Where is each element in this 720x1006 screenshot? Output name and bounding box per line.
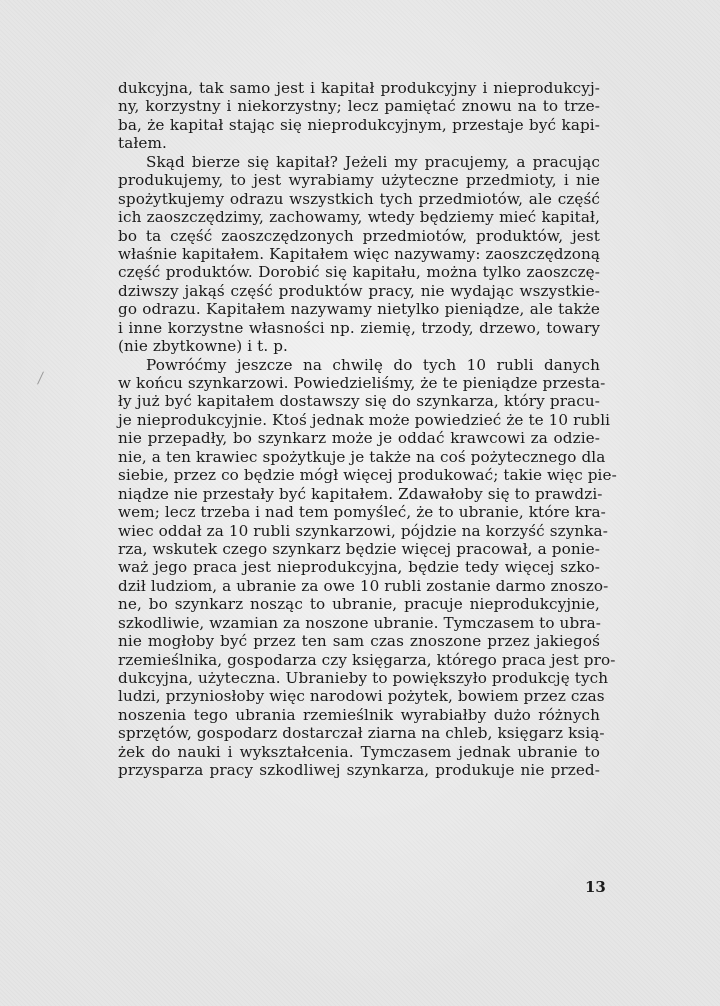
text-line: wem; lecz trzeba i nad tem pomyśleć, że to ubranie, które kra- xyxy=(118,503,606,522)
text-line: szkodliwie, wzamian za noszone ubranie. Tymczasem to ubra- xyxy=(118,613,602,632)
text-line: nie przepadły, bo szynkarz może je oddać krawcowi za odzie- xyxy=(118,429,600,448)
text-line: sprzętów, gospodarz dostarczał ziarna na chleb, księgarz ksią- xyxy=(118,724,605,743)
text-line: bo ta część zaoszczędzonych przedmiotów, produktów, jest xyxy=(118,226,600,245)
text-line: dziwszy jakąś część produktów pracy, nie wydając wszystkie- xyxy=(118,281,600,300)
text-line: Skąd bierze się kapitał? Jeżeli my pracujemy, a pracując xyxy=(146,152,600,171)
margin-mark xyxy=(37,371,44,384)
text-line: ludzi, przyniosłoby więc narodowi pożytek, bowiem przez czas xyxy=(118,687,605,706)
text-line: wiec oddał za 10 rubli szynkarzowi, pójdzie na korzyść szynka- xyxy=(118,521,608,540)
text-line: je nieprodukcyjnie. Ktoś jednak może powiedzieć że te 10 rubli xyxy=(118,410,611,429)
body-text xyxy=(118,79,617,780)
text-line: (nie zbytkowne) i t. p. xyxy=(118,337,288,356)
text-line: przysparza pracy szkodliwej szynkarza, produkuje nie przed- xyxy=(118,761,600,780)
text-line: ba, że kapitał stając się nieprodukcyjnym, przestaje być kapi- xyxy=(118,115,600,134)
text-line: ich zaoszczędzimy, zachowamy, wtedy będziemy mieć kapitał, xyxy=(118,208,600,227)
text-line: dukcyjna, tak samo jest i kapitał produkcyjny i nieprodukcyj- xyxy=(118,79,600,97)
paragraph-2 xyxy=(118,153,600,356)
text-line: rza, wskutek czego szynkarz będzie więcej pracował, a ponie- xyxy=(118,539,600,558)
text-line: ły już być kapitałem dostawszy się do szynkarza, który pracu- xyxy=(118,392,600,411)
text-line: dukcyjna, użyteczna. Ubranieby to powiększyło produkcję tych xyxy=(118,669,609,687)
text-line: niądze nie przestały być kapitałem. Zdawałoby się to prawdzi- xyxy=(118,484,603,503)
paragraph-3 xyxy=(118,355,617,780)
text-line: i inne korzystne własności np. ziemię, trzody, drzewo, towary xyxy=(118,318,600,337)
text-line: właśnie kapitałem. Kapitałem więc nazywamy: zaoszczędzoną xyxy=(118,244,600,263)
text-line: spożytkujemy odrazu wszystkich tych przedmiotów, ale część xyxy=(118,189,600,208)
text-line: część produktów. Dorobić się kapitału, można tylko zaoszczę- xyxy=(118,263,600,282)
text-line: dził ludziom, a ubranie za owe 10 rubli zostanie darmo znoszo- xyxy=(118,576,609,595)
text-line: nie mogłoby być przez ten sam czas znoszone przez jakiegoś xyxy=(118,632,600,651)
paragraph-1 xyxy=(118,79,600,153)
page-number: 13 xyxy=(585,878,606,896)
text-line: Powróćmy jeszcze na chwilę do tych 10 rubli danych xyxy=(146,355,600,374)
text-line: rzemieślnika, gospodarza czy księgarza, którego praca jest pro- xyxy=(118,650,616,669)
text-line: w końcu szynkarzowi. Powiedzieliśmy, że te pieniądze przesta- xyxy=(118,374,606,392)
text-line: waż jego praca jest nieprodukcyjna, będzie tedy więcej szko- xyxy=(118,558,600,577)
text-line: żek do nauki i wykształcenia. Tymczasem jednak ubranie to xyxy=(118,742,600,761)
text-line: go odrazu. Kapitałem nazywamy nietylko pieniądze, ale także xyxy=(118,300,600,319)
text-line: tałem. xyxy=(118,134,167,153)
text-line: nie, a ten krawiec spożytkuje je także na coś pożytecznego dla xyxy=(118,447,606,466)
text-line: ne, bo szynkarz nosząc to ubranie, pracuje nieprodukcyjnie, xyxy=(118,595,600,614)
text-line: produkujemy, to jest wyrabiamy użyteczne przedmioty, i nie xyxy=(118,171,600,190)
text-line: noszenia tego ubrania rzemieślnik wyrabiałby dużo różnych xyxy=(118,705,600,724)
text-line: siebie, przez co będzie mógł więcej produkować; takie więc pie- xyxy=(118,466,617,485)
text-line: ny, korzystny i niekorzystny; lecz pamiętać znowu na to trze- xyxy=(118,97,600,116)
